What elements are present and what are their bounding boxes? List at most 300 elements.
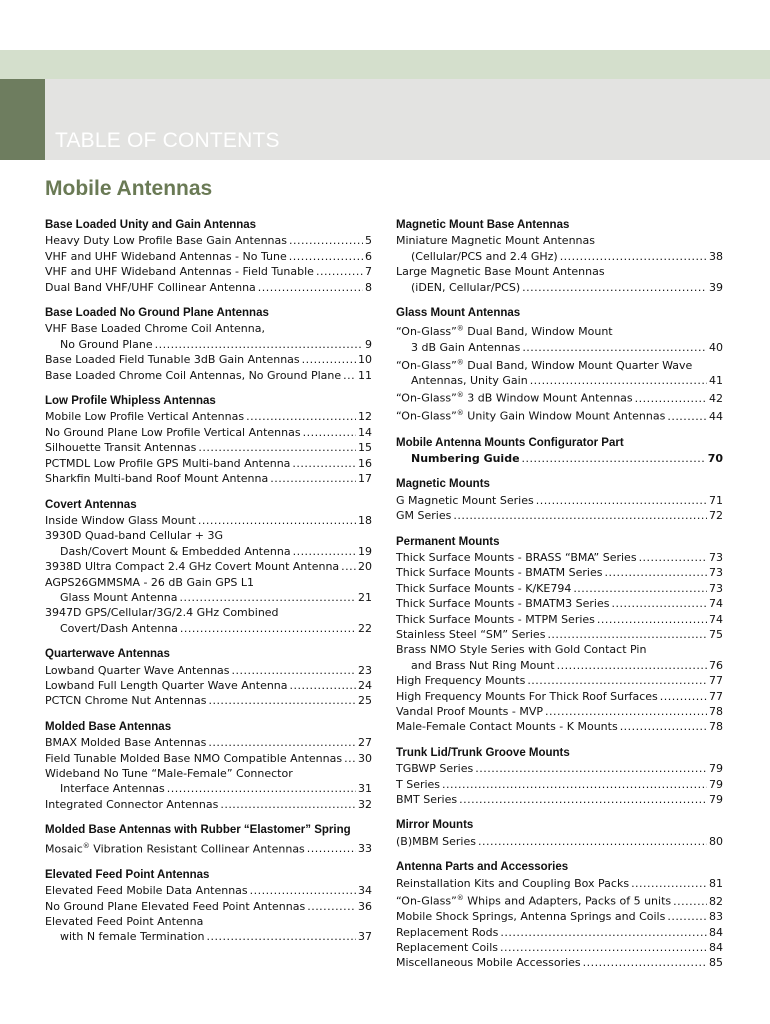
- toc-entry-text: Heavy Duty Low Profile Base Gain Antennas: [45, 234, 287, 248]
- dot-leader: [341, 559, 356, 574]
- toc-entry-text: Elevated Feed Mobile Data Antennas: [45, 884, 248, 898]
- toc-entry-text: Elevated Feed Point Antenna: [45, 914, 204, 928]
- toc-entry[interactable]: [45, 249, 372, 264]
- dot-leader: [660, 689, 707, 704]
- toc-entry-text: 3947D GPS/Cellular/3G/2.4 GHz Combined: [45, 606, 279, 620]
- toc-page-number: 84: [709, 940, 723, 954]
- toc-entry-label: [45, 735, 206, 750]
- dot-leader: [180, 621, 356, 636]
- toc-entry-text: Inside Window Glass Mount: [45, 513, 196, 527]
- toc-entry[interactable]: [45, 751, 372, 766]
- dot-leader: [453, 508, 707, 523]
- toc-section: [45, 498, 372, 637]
- dot-leader: [208, 693, 356, 708]
- toc-entry[interactable]: [396, 550, 723, 565]
- toc-entry[interactable]: [45, 559, 372, 574]
- toc-entry[interactable]: [396, 406, 723, 424]
- dot-leader: [522, 280, 707, 295]
- toc-entry-label: [396, 565, 602, 580]
- toc-entry[interactable]: [396, 704, 723, 719]
- toc-entry-text: Lowband Quarter Wave Antennas: [45, 663, 230, 677]
- toc-entry[interactable]: [396, 834, 723, 849]
- toc-entry-label: [396, 627, 545, 642]
- toc-entry-label: [396, 955, 581, 970]
- dot-leader: [246, 409, 356, 424]
- toc-entry-label: [45, 899, 305, 914]
- dot-leader: [635, 391, 707, 406]
- toc-section-title: Magnetic Mounts: [396, 478, 490, 491]
- toc-entry-text-cont: Unity Gain Window Mount Antennas: [463, 410, 666, 424]
- toc-entry[interactable]: [396, 388, 723, 406]
- toc-entry-label: [396, 673, 525, 688]
- toc-page-number: 20: [358, 560, 372, 574]
- dot-leader: [557, 658, 707, 673]
- toc-entry[interactable]: [396, 761, 723, 776]
- toc-page-number: 75: [709, 627, 723, 641]
- toc-page-number: 77: [709, 689, 723, 703]
- toc-page-number: 9: [365, 337, 372, 351]
- toc-entry-text: (B)MBM Series: [396, 834, 476, 848]
- toc-entry-text: “On-Glass”: [396, 358, 457, 372]
- toc-entry-label: [45, 529, 223, 542]
- toc-section: [396, 306, 723, 424]
- toc-entry[interactable]: [45, 337, 372, 352]
- toc-entry-text: BMAX Molded Base Antennas: [45, 736, 207, 750]
- dot-leader: [303, 425, 356, 440]
- dot-leader: [290, 678, 356, 693]
- toc-entry[interactable]: [396, 451, 723, 466]
- toc-entry-label: [45, 249, 287, 264]
- toc-page-number: 84: [709, 925, 723, 939]
- dot-leader: [639, 550, 707, 565]
- toc-entry[interactable]: [396, 249, 723, 264]
- toc-entry-label: [396, 689, 658, 704]
- page-title: TABLE OF CONTENTS: [55, 129, 280, 152]
- toc-page-number: 71: [709, 493, 723, 507]
- toc-page-number: 27: [358, 736, 372, 750]
- dot-leader: [522, 340, 707, 355]
- toc-section: [396, 477, 723, 523]
- toc-entry[interactable]: [45, 264, 372, 279]
- toc-entry[interactable]: [396, 955, 723, 970]
- dot-leader: [536, 493, 707, 508]
- toc-entry[interactable]: [45, 883, 372, 898]
- toc-entry-text: Integrated Connector Antennas: [45, 797, 219, 811]
- toc-entry-label: [60, 590, 178, 605]
- toc-entry-text: GM Series: [396, 509, 452, 523]
- toc-entry-label: [45, 368, 341, 383]
- toc-entry-text: “On-Glass”: [396, 325, 457, 339]
- toc-entry[interactable]: [396, 596, 723, 611]
- dot-leader: [527, 673, 707, 688]
- toc-entry-text: Base Loaded Field Tunable 3dB Gain Antennas: [45, 353, 300, 367]
- toc-entry-label: [45, 797, 218, 812]
- dot-leader: [307, 899, 356, 914]
- toc-entry[interactable]: [396, 925, 723, 940]
- toc-page-number: 19: [358, 544, 372, 558]
- toc-section: [45, 647, 372, 709]
- toc-entry[interactable]: [45, 409, 372, 424]
- section-heading: Mobile Antennas: [45, 177, 213, 200]
- toc-page-number: 30: [358, 751, 372, 765]
- toc-entry[interactable]: [396, 321, 723, 339]
- toc-entry[interactable]: [45, 605, 372, 620]
- registered-mark: ®: [456, 409, 464, 418]
- toc-section: [45, 720, 372, 812]
- dot-leader: [155, 337, 363, 352]
- dot-leader: [293, 544, 356, 559]
- toc-entry-label: [396, 761, 473, 776]
- dot-leader: [620, 719, 707, 734]
- toc-page-number: 14: [358, 425, 372, 439]
- toc-entry[interactable]: [396, 233, 723, 248]
- toc-entry-text: Stainless Steel “SM” Series: [396, 627, 546, 641]
- toc-entry[interactable]: [45, 368, 372, 383]
- toc-entry[interactable]: [396, 612, 723, 627]
- toc-entry-text: “On-Glass”: [396, 392, 457, 406]
- toc-entry-label: [60, 337, 153, 352]
- toc-page-number: 17: [358, 472, 372, 486]
- toc-page-number: 72: [709, 509, 723, 523]
- toc-entry-text: BMT Series: [396, 793, 458, 807]
- toc-entry-label: [396, 325, 613, 338]
- toc-entry[interactable]: [45, 425, 372, 440]
- toc-section-title: Base Loaded No Ground Plane Antennas: [45, 307, 269, 320]
- toc-section: [396, 746, 723, 808]
- toc-entry-text: Thick Surface Mounts - BMATM Series: [396, 566, 603, 580]
- toc-entry-text: High Frequency Mounts: [396, 674, 526, 688]
- toc-entry-label: [396, 359, 692, 372]
- toc-entry-text: Thick Surface Mounts - K/KE794: [396, 581, 572, 595]
- dot-leader: [343, 368, 356, 383]
- toc-page-number: 21: [358, 590, 372, 604]
- toc-page-number: 39: [709, 280, 723, 294]
- toc-section-title: Mirror Mounts: [396, 819, 474, 832]
- toc-entry-text: T Series: [396, 777, 441, 791]
- toc-entry-label: [396, 508, 451, 523]
- toc-section: [396, 860, 723, 971]
- toc-page-number: 12: [358, 410, 372, 424]
- toc-entry-label: [396, 891, 671, 909]
- toc-entry[interactable]: [396, 493, 723, 508]
- dot-leader: [307, 841, 356, 856]
- toc-page-number: 79: [709, 762, 723, 776]
- toc-page-number: 36: [358, 899, 372, 913]
- toc-section-title: Mobile Antenna Mounts Configurator Part: [396, 436, 624, 449]
- toc-page-number: 10: [358, 353, 372, 367]
- toc-entry-text: Thick Surface Mounts - BMATM3 Series: [396, 597, 610, 611]
- toc-entry-label: [45, 233, 287, 248]
- toc-entry-label: [411, 373, 528, 388]
- dot-leader: [289, 249, 363, 264]
- toc-entry-label: [396, 704, 543, 719]
- toc-entry-text: (iDEN, Cellular/PCS): [411, 280, 521, 294]
- dot-leader: [631, 876, 707, 891]
- toc-entry[interactable]: [45, 678, 372, 693]
- toc-section-title: Molded Base Antennas: [45, 720, 172, 733]
- toc-section-title: Covert Antennas: [45, 498, 137, 511]
- toc-entry[interactable]: [45, 766, 372, 781]
- toc-page-number: 15: [358, 441, 372, 455]
- toc-entry-label: [45, 352, 300, 367]
- toc-entry-label: [396, 265, 605, 278]
- top-green-band: [0, 50, 770, 79]
- toc-entry-label: [60, 544, 291, 559]
- toc-entry-label: [396, 909, 665, 924]
- toc-entry[interactable]: [45, 693, 372, 708]
- toc-entry-label: [60, 781, 165, 796]
- toc-entry[interactable]: [396, 689, 723, 704]
- toc-entry[interactable]: [45, 735, 372, 750]
- toc-page-number: 32: [358, 797, 372, 811]
- dot-leader: [344, 751, 356, 766]
- toc-entry[interactable]: [45, 352, 372, 367]
- toc-page-number: 79: [709, 793, 723, 807]
- toc-page-number: 73: [709, 566, 723, 580]
- dot-leader: [667, 409, 707, 424]
- toc-entry-text: Thick Surface Mounts - BRASS “BMA” Series: [396, 550, 637, 564]
- toc-entry-text: Lowband Full Length Quarter Wave Antenna: [45, 678, 288, 692]
- toc-page-number: 6: [365, 249, 372, 263]
- toc-page-number: 78: [709, 720, 723, 734]
- dot-leader: [560, 249, 707, 264]
- toc-section: [396, 218, 723, 295]
- toc-entry-label: [45, 440, 196, 455]
- toc-entry-text: AGPS26GMMSMA - 26 dB Gain GPS L1: [45, 575, 255, 589]
- dot-leader: [478, 834, 707, 849]
- toc-entry[interactable]: [396, 876, 723, 891]
- dot-leader: [573, 581, 707, 596]
- dot-leader: [597, 612, 707, 627]
- toc-section: [45, 218, 372, 295]
- dot-leader: [258, 280, 363, 295]
- toc-entry[interactable]: [396, 280, 723, 295]
- toc-entry[interactable]: [396, 642, 723, 657]
- dot-leader: [459, 792, 707, 807]
- toc-entry-text: Mosaic: [45, 842, 83, 856]
- toc-entry-label: [45, 663, 230, 678]
- toc-section: [45, 394, 372, 486]
- toc-entry-text: Interface Antennas: [60, 782, 165, 796]
- toc-entry-text: G Magnetic Mount Series: [396, 493, 534, 507]
- toc-entry[interactable]: [396, 340, 723, 355]
- toc-entry[interactable]: [45, 929, 372, 944]
- toc-entry-label: [411, 280, 520, 295]
- dot-leader: [667, 909, 707, 924]
- toc-entry[interactable]: [45, 544, 372, 559]
- toc-section-title: Permanent Mounts: [396, 535, 500, 548]
- toc-entry[interactable]: [45, 528, 372, 543]
- dot-leader: [198, 513, 356, 528]
- dot-leader: [316, 264, 363, 279]
- toc-entry-text: 3 dB Gain Antennas: [411, 340, 521, 354]
- toc-section: [45, 868, 372, 945]
- toc-entry-label: [45, 471, 268, 486]
- dot-leader: [442, 777, 707, 792]
- toc-section-title: Molded Base Antennas with Rubber “Elastomer” Spring: [45, 824, 351, 837]
- toc-section-title: Elevated Feed Point Antennas: [45, 868, 210, 881]
- toc-entry-text: Replacement Coils: [396, 940, 499, 954]
- toc-section-title: Magnetic Mount Base Antennas: [396, 219, 570, 231]
- toc-entry-text: Large Magnetic Base Mount Antennas: [396, 265, 605, 279]
- toc-entry-label: [411, 451, 520, 466]
- dot-leader: [270, 471, 356, 486]
- dot-leader: [220, 797, 356, 812]
- toc-entry-label: [396, 581, 571, 596]
- toc-page-number: 78: [709, 705, 723, 718]
- dot-leader: [611, 596, 707, 611]
- toc-entry[interactable]: [45, 797, 372, 812]
- toc-entry[interactable]: [45, 621, 372, 636]
- toc-page-number: 73: [709, 581, 723, 595]
- toc-entry-label: [45, 409, 244, 424]
- dot-leader: [475, 761, 707, 776]
- toc-page-number: 37: [358, 930, 372, 944]
- toc-entry-text: Miniature Magnetic Mount Antennas: [396, 234, 595, 248]
- dot-leader: [545, 704, 707, 719]
- toc-entry-label: [396, 493, 534, 508]
- toc-entry-text: and Brass Nut Ring Mount: [411, 658, 555, 672]
- toc-entry[interactable]: [45, 663, 372, 678]
- toc-page-number: 18: [358, 513, 372, 527]
- toc-entry-text: PCTCN Chrome Nut Antennas: [45, 694, 207, 708]
- registered-mark: ®: [456, 894, 464, 903]
- toc-entry[interactable]: [396, 940, 723, 955]
- toc-entry-label: [45, 425, 301, 440]
- toc-section-title: Glass Mount Antennas: [396, 307, 521, 320]
- toc-page-number: 25: [358, 694, 372, 708]
- toc-entry[interactable]: [45, 321, 372, 336]
- toc-entry-text: Miscellaneous Mobile Accessories: [396, 956, 581, 970]
- toc-entry-text: No Ground Plane: [60, 337, 153, 351]
- toc-entry[interactable]: [45, 280, 372, 295]
- toc-entry-text: VHF and UHF Wideband Antennas - No Tune: [45, 249, 287, 263]
- toc-entry-label: [45, 678, 288, 693]
- dot-leader: [302, 352, 356, 367]
- toc-entry[interactable]: [396, 658, 723, 673]
- toc-page-number: 44: [709, 410, 723, 424]
- toc-entry-label: [45, 915, 203, 928]
- toc-entry-label: [45, 456, 290, 471]
- dot-leader: [500, 940, 707, 955]
- toc-entry-text: Mobile Low Profile Vertical Antennas: [45, 410, 245, 424]
- toc-entry-label: [45, 883, 248, 898]
- toc-page-number: 74: [709, 612, 723, 626]
- toc-entry[interactable]: [45, 513, 372, 528]
- toc-entry-text: Vandal Proof Mounts - MVP: [396, 705, 544, 718]
- toc-page-number: 5: [365, 234, 372, 248]
- toc-entry-label: [45, 576, 254, 589]
- toc-section-title: Low Profile Whipless Antennas: [45, 395, 216, 408]
- dot-leader: [604, 565, 707, 580]
- toc-page-number: 76: [709, 658, 723, 672]
- toc-page-number: 81: [709, 876, 723, 890]
- toc-entry[interactable]: [396, 891, 723, 909]
- toc-entry[interactable]: [396, 565, 723, 580]
- toc-entry[interactable]: [45, 456, 372, 471]
- dot-leader: [673, 894, 707, 909]
- toc-entry[interactable]: [396, 355, 723, 373]
- toc-entry-text: Sharkfin Multi-band Roof Mount Antenna: [45, 472, 269, 486]
- toc-entry-label: [45, 839, 305, 857]
- toc-entry-label: [396, 406, 665, 424]
- toc-page-number: 82: [709, 894, 723, 908]
- toc-entry-text: Male-Female Contact Mounts - K Mounts: [396, 720, 618, 734]
- toc-entry[interactable]: [45, 575, 372, 590]
- toc-page-number: 40: [709, 340, 723, 354]
- toc-entry[interactable]: [396, 581, 723, 596]
- title-accent-bar: [0, 79, 45, 160]
- toc-entry-label: [45, 767, 293, 780]
- toc-entry-label: [60, 621, 178, 636]
- toc-page-number: 70: [707, 451, 723, 465]
- toc-entry-text-cont: Dual Band, Window Mount: [463, 325, 613, 339]
- toc-entry[interactable]: [45, 440, 372, 455]
- toc-entry-text: Field Tunable Molded Base NMO Compatible Antennas: [45, 751, 343, 765]
- toc-entry-label: [396, 234, 595, 247]
- toc-entry[interactable]: [396, 373, 723, 388]
- toc-entry[interactable]: [396, 719, 723, 734]
- dot-leader: [250, 883, 356, 898]
- dot-leader: [547, 627, 707, 642]
- toc-entry[interactable]: [396, 909, 723, 924]
- toc-entry[interactable]: [396, 777, 723, 792]
- toc-entry[interactable]: [396, 673, 723, 688]
- toc-entry-text: Glass Mount Antenna: [60, 590, 178, 604]
- toc-section-title: Antenna Parts and Accessories: [396, 861, 569, 874]
- toc-entry-label: [60, 929, 204, 944]
- toc-entry-text: No Ground Plane Low Profile Vertical Antennas: [45, 425, 301, 439]
- toc-entry-text: “On-Glass”: [396, 410, 457, 424]
- toc-section: [396, 436, 723, 467]
- dot-leader: [167, 781, 356, 796]
- toc-page-number: 79: [709, 777, 723, 791]
- toc-entry[interactable]: [396, 264, 723, 279]
- toc-page-number: 73: [709, 550, 723, 564]
- toc-page-number: 74: [709, 597, 723, 611]
- registered-mark: ®: [456, 324, 464, 333]
- toc-entry[interactable]: [45, 781, 372, 796]
- toc-entry[interactable]: [396, 627, 723, 642]
- toc-entry[interactable]: [45, 471, 372, 486]
- dot-leader: [206, 929, 356, 944]
- toc-entry-text: VHF and UHF Wideband Antennas - Field Tunable: [45, 265, 314, 279]
- toc-entry[interactable]: [45, 899, 372, 914]
- toc-entry-label: [396, 792, 457, 807]
- toc-entry[interactable]: [45, 233, 372, 248]
- registered-mark: ®: [82, 841, 90, 850]
- toc-section: [45, 306, 372, 383]
- dot-leader: [522, 451, 706, 466]
- toc-section-title: Quarterwave Antennas: [45, 648, 170, 661]
- toc-entry[interactable]: [45, 590, 372, 605]
- toc-entry-label: [396, 719, 618, 734]
- toc-entry-text: Wideband No Tune “Male-Female” Connector: [45, 767, 293, 780]
- toc-entry-label: [396, 925, 498, 940]
- toc-page-number: 41: [709, 373, 723, 387]
- toc-page-number: 23: [358, 663, 372, 677]
- toc-entry-label: [396, 940, 498, 955]
- toc-entry[interactable]: [45, 914, 372, 929]
- toc-entry-text: “On-Glass”: [396, 894, 457, 908]
- toc-entry-label: [45, 513, 196, 528]
- toc-entry[interactable]: [396, 792, 723, 807]
- toc-entry[interactable]: [396, 508, 723, 523]
- toc-entry[interactable]: [45, 839, 372, 857]
- toc-page-number: 33: [358, 842, 372, 856]
- toc-entry-label: [396, 596, 609, 611]
- toc-entry-label: [396, 550, 637, 565]
